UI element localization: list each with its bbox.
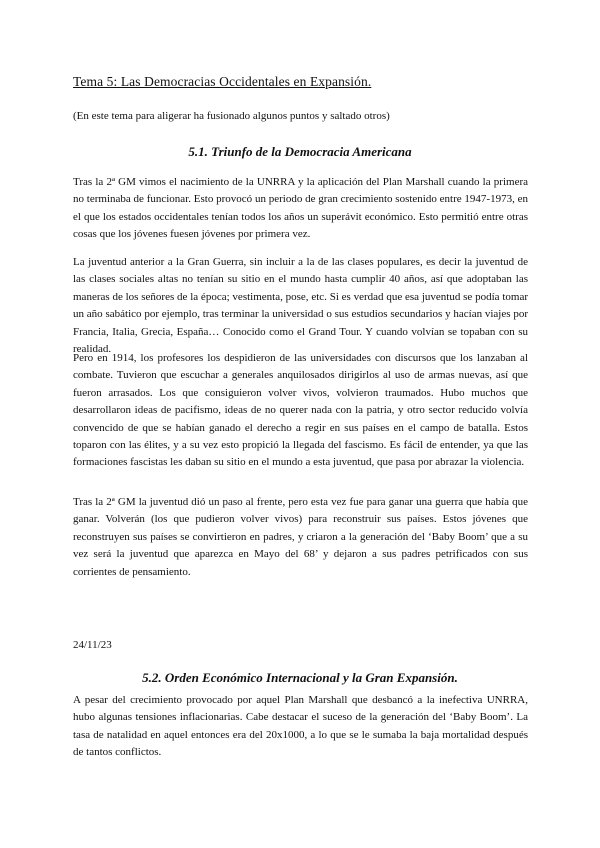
section-heading-5-1: 5.1. Triunfo de la Democracia Americana: [188, 144, 412, 159]
paragraph: Tras la 2ª GM vimos el nacimiento de la UNRRA y la aplicación del Plan Marshall cuando la primera no terminaba de funcionar. Esto provocó un periodo de gran crecimiento sostenido entre 1947-1973, en el que los estados occidentales tenían todos los años un superávit económico. Esto permitió entre otras cosas que los jóvenes fuesen jóvenes por primera vez.: [73, 176, 528, 241]
paragraph: La juventud anterior a la Gran Guerra, sin incluir a la de las clases populares, es decir la juventud de las clases sociales altas no tenían su sitio en el mundo hasta cumplir 40 años, así que adoptaban las maneras de los señores de la época; vestimenta, pose, etc. Si es verdad que esa juventud se podía tomar un año sabático por ejemplo, tras terminar la universidad o sus estudios secundarios y hacían viajes por Francia, Italia, Grecia, España… Conocido como el Grand Tour. Y cuando volvían se topaban con su realidad.: [73, 256, 528, 356]
paragraph: A pesar del crecimiento provocado por aquel Plan Marshall que desbancó a la inefectiva UNRRA, hubo algunas tensiones inflacionarias. Cabe destacar el suceso de la generación del ‘Baby Boom’. La tasa de natalidad en aquel entonces era del 20x1000, a lo que se le sumaba la baja mortalidad después de tantos conflictos.: [73, 694, 528, 759]
section-heading-5-2: 5.2. Orden Económico Internacional y la Gran Expansión.: [142, 670, 458, 685]
document-note: (En este tema para aligerar ha fusionado algunos puntos y saltado otros): [73, 110, 390, 122]
date-label: 24/11/23: [73, 639, 112, 651]
paragraph: Pero en 1914, los profesores los despidieron de las universidades con discursos que los lanzaban al combate. Tuvieron que escuchar a generales anquilosados dirigirlos al uso de armas nuevas, así que fueron arrasados. Los que consiguieron volver vivos, volvieron traumados. Hubo muchos que desarrollaron ideas de pacifismo, ideas de no querer nada con la patria, y otro sector reducido volvía convencido de que se habían ganado el derecho a regir en sus países en el campo de batalla. Estos toparon con las élites, y a su vez esto propició la llegada del fascismo. Es fácil de entender, ya que las formaciones fascistas les daban su sitio en el mundo a esta juventud, que pasa por abrazar la violencia.: [73, 352, 528, 469]
document-title: Tema 5: Las Democracias Occidentales en Expansión.: [73, 74, 372, 89]
paragraph: Tras la 2ª GM la juventud dió un paso al frente, pero esta vez fue para ganar una guerra que había que ganar. Volverán (los que pudieron volver vivos) para reconstruir sus países. Estos jóvenes que reconstruyen sus países se convirtieron en padres, y criaron a la generación del ‘Baby Boom’ que a su vez será la juventud que aparezca en Mayo del 68’ y dejaron a sus padres petrificados con sus corrientes de pensamiento.: [73, 496, 528, 578]
